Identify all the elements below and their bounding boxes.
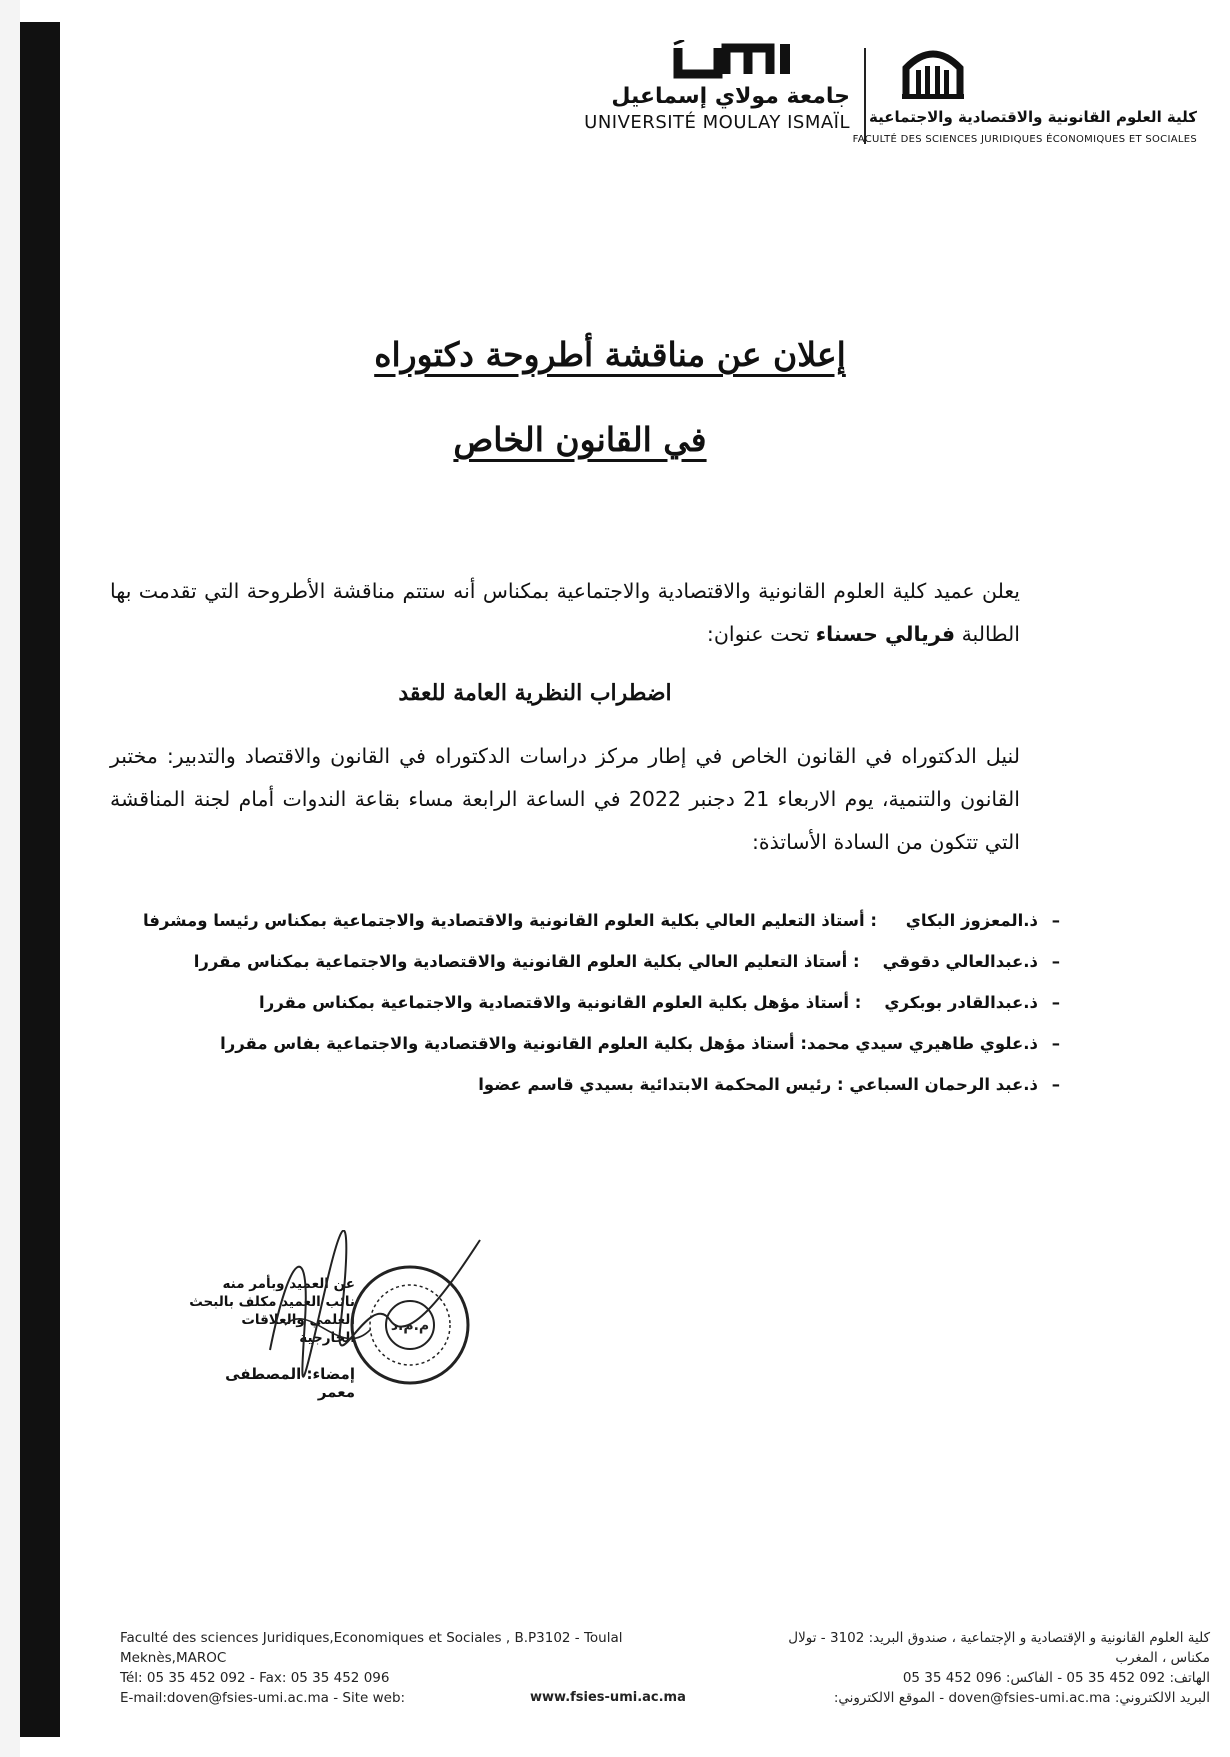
university-logo xyxy=(584,40,850,133)
footer-city-fr: Meknès,MAROC xyxy=(120,1650,227,1666)
university-name-ar: جامعة مولاي إسماعيل xyxy=(611,84,850,109)
footer-email-ar: البريد الالكتروني: doven@fsies-umi.ac.ma - الموقع الالكتروني: xyxy=(833,1690,1210,1706)
stamp-text: م.م.د xyxy=(390,1318,430,1334)
footer-phone-fr: Tél: 05 35 452 092 - Fax: 05 35 452 096 xyxy=(120,1670,390,1686)
footer-email-fr: E-mail:doven@fsies-umi.ac.ma - Site web: xyxy=(120,1690,406,1706)
list-dash: – xyxy=(1051,1034,1060,1053)
thesis-title: اضطراب النظرية العامة للعقد xyxy=(398,680,672,706)
member-role: : أستاذ التعليم العالي بكلية العلوم القانونية والاقتصادية والاجتماعية بمكناس مقررا xyxy=(193,952,860,971)
header-divider xyxy=(864,48,866,144)
faculty-name-fr: FACULTÉ DES SCIENCES JURIDIQUES ÉCONOMIQUES ET SOCIALES xyxy=(852,134,1197,145)
member-name: ذ.المعزوز البكاي xyxy=(905,911,1038,930)
faculty-emblem-icon xyxy=(898,42,968,100)
committee-member xyxy=(140,900,1060,941)
student-name: فريالي حسناء xyxy=(815,622,956,646)
member-role: : رئيس المحكمة الابتدائية بسيدي قاسم عضوا xyxy=(478,1075,844,1094)
member-name: ذ.عبد الرحمان السباعي xyxy=(849,1075,1038,1094)
footer-address-fr: Faculté des sciences Juridiques,Economiques et Sociales , B.P3102 - Toulal xyxy=(120,1630,623,1646)
committee-member xyxy=(140,1023,1060,1064)
member-role: : أستاذ مؤهل بكلية العلوم القانونية والاقتصادية والاجتماعية بمكناس مقررا xyxy=(259,993,862,1012)
list-dash: – xyxy=(1051,993,1060,1012)
footer-website[interactable]: www.fsies-umi.ac.ma xyxy=(530,1690,686,1705)
signature-line-2: نائب العميد مكلف بالبحث xyxy=(189,1294,355,1310)
member-name: ذ.عبدالقادر بوبكري xyxy=(884,993,1038,1012)
list-dash: – xyxy=(1051,911,1060,930)
list-dash: – xyxy=(1051,952,1060,971)
committee-list xyxy=(140,900,1060,1105)
intro-paragraph xyxy=(110,570,1020,656)
scan-edge xyxy=(0,0,20,1757)
member-role: : أستاذ التعليم العالي بكلية العلوم القانونية والاقتصادية والاجتماعية بمكناس رئيسا ومشرفا xyxy=(142,911,878,930)
footer-phone-ar: الهاتف: 092 452 35 05 - الفاكس: 096 452 35 05 xyxy=(902,1670,1210,1686)
scan-border xyxy=(20,22,60,1737)
university-name-fr: UNIVERSITÉ MOULAY ISMAÏL xyxy=(584,112,850,133)
member-name: ذ.عبدالعالي دقوقي xyxy=(882,952,1038,971)
member-role: : أستاذ مؤهل بكلية العلوم القانونية والاقتصادية والاجتماعية بفاس مقررا xyxy=(220,1034,807,1053)
intro-end-text: تحت عنوان: xyxy=(706,622,810,646)
committee-member xyxy=(140,941,1060,982)
handwritten-signature xyxy=(230,1230,490,1410)
list-dash: – xyxy=(1051,1075,1060,1094)
signature-line-1: عن العميد وبأمر منه xyxy=(222,1276,355,1292)
announcement-title xyxy=(340,335,880,374)
committee-member xyxy=(140,1064,1060,1105)
footer-city-ar: مكناس ، المغرب xyxy=(1115,1650,1210,1666)
faculty-logo xyxy=(852,42,1205,152)
umi-logo-icon xyxy=(670,40,820,82)
intro-text: يعلن عميد كلية العلوم القانونية والاقتصادية والاجتماعية بمكناس أنه ستتم مناقشة الأطروحة التي تقدمت بها الطالبة xyxy=(110,579,1020,646)
committee-member xyxy=(140,982,1060,1023)
details-paragraph: لنيل الدكتوراه في القانون الخاص في إطار مركز دراسات الدكتوراه في القانون والاقتصاد والتدبير: مختبر القانون والتنمية، يوم الاربعاء 21 دجنبر 2022 في الساعة الرابعة مساء بقاعة الندوات أمام لجنة المناقشة التي تتكون من السادة الأساتذة: xyxy=(110,744,1020,854)
signature-line-3: العلمي والعلاقات الخارجية xyxy=(241,1312,355,1346)
footer-address-ar: كلية العلوم القانونية و الإقتصادية و الإجتماعية ، صندوق البريد: 3102 - تولال xyxy=(788,1630,1210,1646)
title-line-2: في القانون الخاص xyxy=(453,420,707,459)
signatory-name: إمضاء: المصطفى معمر xyxy=(225,1365,355,1401)
faculty-name-ar: كلية العلوم القانونية والاقتصادية والاجتماعية xyxy=(869,108,1197,126)
title-line-1: إعلان عن مناقشة أطروحة دكتوراه xyxy=(374,335,846,374)
member-name: ذ.علوي طاهيري سيدي محمد xyxy=(806,1034,1038,1053)
footer-contact-ar xyxy=(710,1628,1210,1708)
